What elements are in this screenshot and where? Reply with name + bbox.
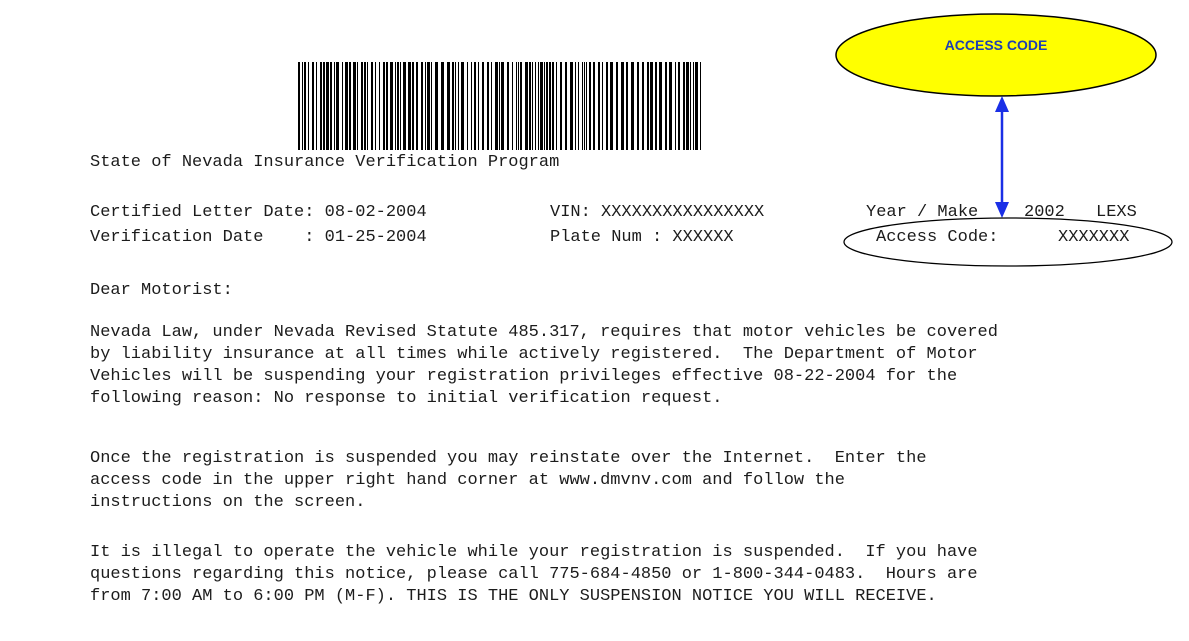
certified-letter-date <box>90 202 427 224</box>
barcode-bar <box>544 62 545 150</box>
barcode-bar <box>546 62 548 150</box>
barcode-bar <box>375 62 376 150</box>
barcode-bar <box>302 62 303 150</box>
barcode-bar <box>626 62 628 150</box>
barcode-bar <box>323 62 325 150</box>
barcode-bar <box>308 62 309 150</box>
barcode-bar <box>598 62 600 150</box>
barcode-bar <box>364 62 366 150</box>
barcode-bar <box>320 62 322 150</box>
barcode-bar <box>610 62 613 150</box>
barcode-bar <box>631 62 634 150</box>
barcode-bar <box>416 62 418 150</box>
barcode-bar <box>482 62 484 150</box>
barcode-bar <box>552 62 554 150</box>
make-value: LEXS <box>1096 203 1137 222</box>
barcode-bar <box>447 62 450 150</box>
double-arrow-icon <box>990 96 1014 218</box>
plate-number <box>550 227 734 249</box>
barcode-bar <box>700 62 701 150</box>
barcode-bar <box>441 62 444 150</box>
barcode-bar <box>397 62 399 150</box>
barcode-bar <box>637 62 639 150</box>
barcode-bar <box>683 62 685 150</box>
barcode-bar <box>556 62 557 150</box>
barcode-bar <box>499 62 500 150</box>
barcode-bar <box>390 62 393 150</box>
barcode-bar <box>675 62 676 150</box>
barcode-bar <box>650 62 653 150</box>
barcode-bar <box>312 62 314 150</box>
paragraph-1-line: Nevada Law, under Nevada Revised Statute 485.317, requires that motor vehicles be covered <box>90 323 998 342</box>
barcode-bar <box>379 62 380 150</box>
barcode-bar <box>669 62 672 150</box>
barcode-bar <box>458 62 459 150</box>
barcode-bar <box>538 62 539 150</box>
barcode-bar <box>602 62 603 150</box>
barcode-bar <box>512 62 513 150</box>
barcode-bar <box>461 62 464 150</box>
barcode-bar <box>478 62 479 150</box>
barcode-bar <box>586 62 587 150</box>
barcode-bar <box>565 62 567 150</box>
verification-date-label: Verification Date : <box>90 228 325 247</box>
barcode-bar <box>421 62 423 150</box>
barcode-bar <box>334 62 335 150</box>
barcode-bar <box>575 62 576 150</box>
certified-letter-date-value: 08-02-2004 <box>324 203 427 222</box>
barcode-bar <box>412 62 414 150</box>
paragraph-2 <box>90 448 927 514</box>
barcode-bar <box>593 62 595 150</box>
paragraph-3 <box>90 542 978 608</box>
verification-date-value: 01-25-2004 <box>324 228 427 247</box>
barcode-bar <box>532 62 533 150</box>
barcode-bar <box>353 62 356 150</box>
vin-value: XXXXXXXXXXXXXXXX <box>601 203 765 222</box>
salutation: Dear Motorist: <box>90 281 233 300</box>
barcode-bar <box>589 62 591 150</box>
barcode-bar <box>367 62 368 150</box>
barcode-bar <box>425 62 426 150</box>
barcode-bar <box>606 62 608 150</box>
plate-label: Plate Num : <box>550 228 673 247</box>
paragraph-1-line: by liability insurance at all times while actively registered. The Department of Motor <box>90 345 978 364</box>
barcode-bar <box>516 62 517 150</box>
barcode-bar <box>578 62 579 150</box>
barcode-bar <box>507 62 509 150</box>
barcode-bar <box>467 62 468 150</box>
barcode-bar <box>647 62 649 150</box>
barcode-bar <box>529 62 531 150</box>
barcode-bar <box>616 62 618 150</box>
barcode-bar <box>427 62 430 150</box>
verification-date <box>90 227 427 249</box>
barcode-bar <box>584 62 585 150</box>
barcode-bar <box>386 62 388 150</box>
barcode-bar <box>560 62 562 150</box>
paragraph-2-line: instructions on the screen. <box>90 493 366 512</box>
barcode-bar <box>349 62 351 150</box>
barcode-bar <box>642 62 644 150</box>
barcode-bar <box>655 62 657 150</box>
barcode-bar <box>342 62 343 150</box>
barcode-bar <box>695 62 698 150</box>
paragraph-2-line: access code in the upper right hand corner at www.dmvnv.com and follow the <box>90 471 845 490</box>
barcode-bar <box>525 62 528 150</box>
barcode-bar <box>520 62 522 150</box>
barcode-bar <box>690 62 691 150</box>
barcode-bar <box>435 62 438 150</box>
barcode-bar <box>474 62 476 150</box>
barcode-bar <box>298 62 300 150</box>
access-code-label: Access Code: <box>876 228 999 247</box>
barcode-bar <box>383 62 385 150</box>
barcode-bar <box>395 62 396 150</box>
barcode-bar <box>582 62 583 150</box>
paragraph-3-line: from 7:00 AM to 6:00 PM (M-F). THIS IS THE ONLY SUSPENSION NOTICE YOU WILL RECEIVE. <box>90 587 937 606</box>
barcode-bar <box>535 62 536 150</box>
barcode-bar <box>678 62 680 150</box>
barcode-bar <box>431 62 432 150</box>
barcode-bar <box>540 62 543 150</box>
vin <box>550 202 764 224</box>
paragraph-1-line: following reason: No response to initial verification request. <box>90 389 723 408</box>
paragraph-2-line: Once the registration is suspended you may reinstate over the Internet. Enter the <box>90 449 927 468</box>
barcode-bar <box>487 62 489 150</box>
barcode-bar <box>570 62 573 150</box>
year-make-label: Year / Make <box>866 203 989 222</box>
barcode-bar <box>471 62 472 150</box>
barcode-bar <box>408 62 411 150</box>
plate-value: XXXXXX <box>672 228 734 247</box>
barcode-bar <box>452 62 454 150</box>
callout-label: ACCESS CODE <box>944 37 1048 53</box>
barcode-bar <box>304 62 306 150</box>
barcode-bar <box>345 62 348 150</box>
access-code-callout <box>835 13 1157 97</box>
barcode-bar <box>501 62 504 150</box>
barcode-bar <box>357 62 358 150</box>
paragraph-1-line: Vehicles will be suspending your registration privileges effective 08-22-2004 for the <box>90 367 958 386</box>
barcode-bar <box>316 62 317 150</box>
barcode-bar <box>336 62 339 150</box>
barcode-bar <box>403 62 406 150</box>
barcode-bar <box>665 62 667 150</box>
barcode-bar <box>400 62 401 150</box>
barcode-bar <box>518 62 519 150</box>
year-value: 2002 <box>1024 203 1065 222</box>
program-title: State of Nevada Insurance Verification Program <box>90 153 560 172</box>
barcode-bar <box>549 62 551 150</box>
callout-ellipse-shape <box>836 14 1156 96</box>
paragraph-1 <box>90 322 998 410</box>
barcode-bar <box>495 62 498 150</box>
vin-label: VIN: <box>550 203 602 222</box>
barcode-bar <box>693 62 694 150</box>
barcode-bar <box>659 62 662 150</box>
paragraph-3-line: It is illegal to operate the vehicle while your registration is suspended. If you have <box>90 543 978 562</box>
barcode-bar <box>621 62 624 150</box>
barcode-image <box>298 62 703 150</box>
access-code-value: XXXXXXX <box>1058 228 1130 247</box>
barcode-bar <box>455 62 456 150</box>
barcode-bar <box>330 62 332 150</box>
barcode-bar <box>371 62 373 150</box>
barcode-bar <box>491 62 492 150</box>
barcode-bar <box>686 62 689 150</box>
certified-letter-date-label: Certified Letter Date: <box>90 203 325 222</box>
barcode-bar <box>361 62 363 150</box>
paragraph-3-line: questions regarding this notice, please call 775-684-4850 or 1-800-344-0483. Hours are <box>90 565 978 584</box>
barcode-bar <box>326 62 329 150</box>
